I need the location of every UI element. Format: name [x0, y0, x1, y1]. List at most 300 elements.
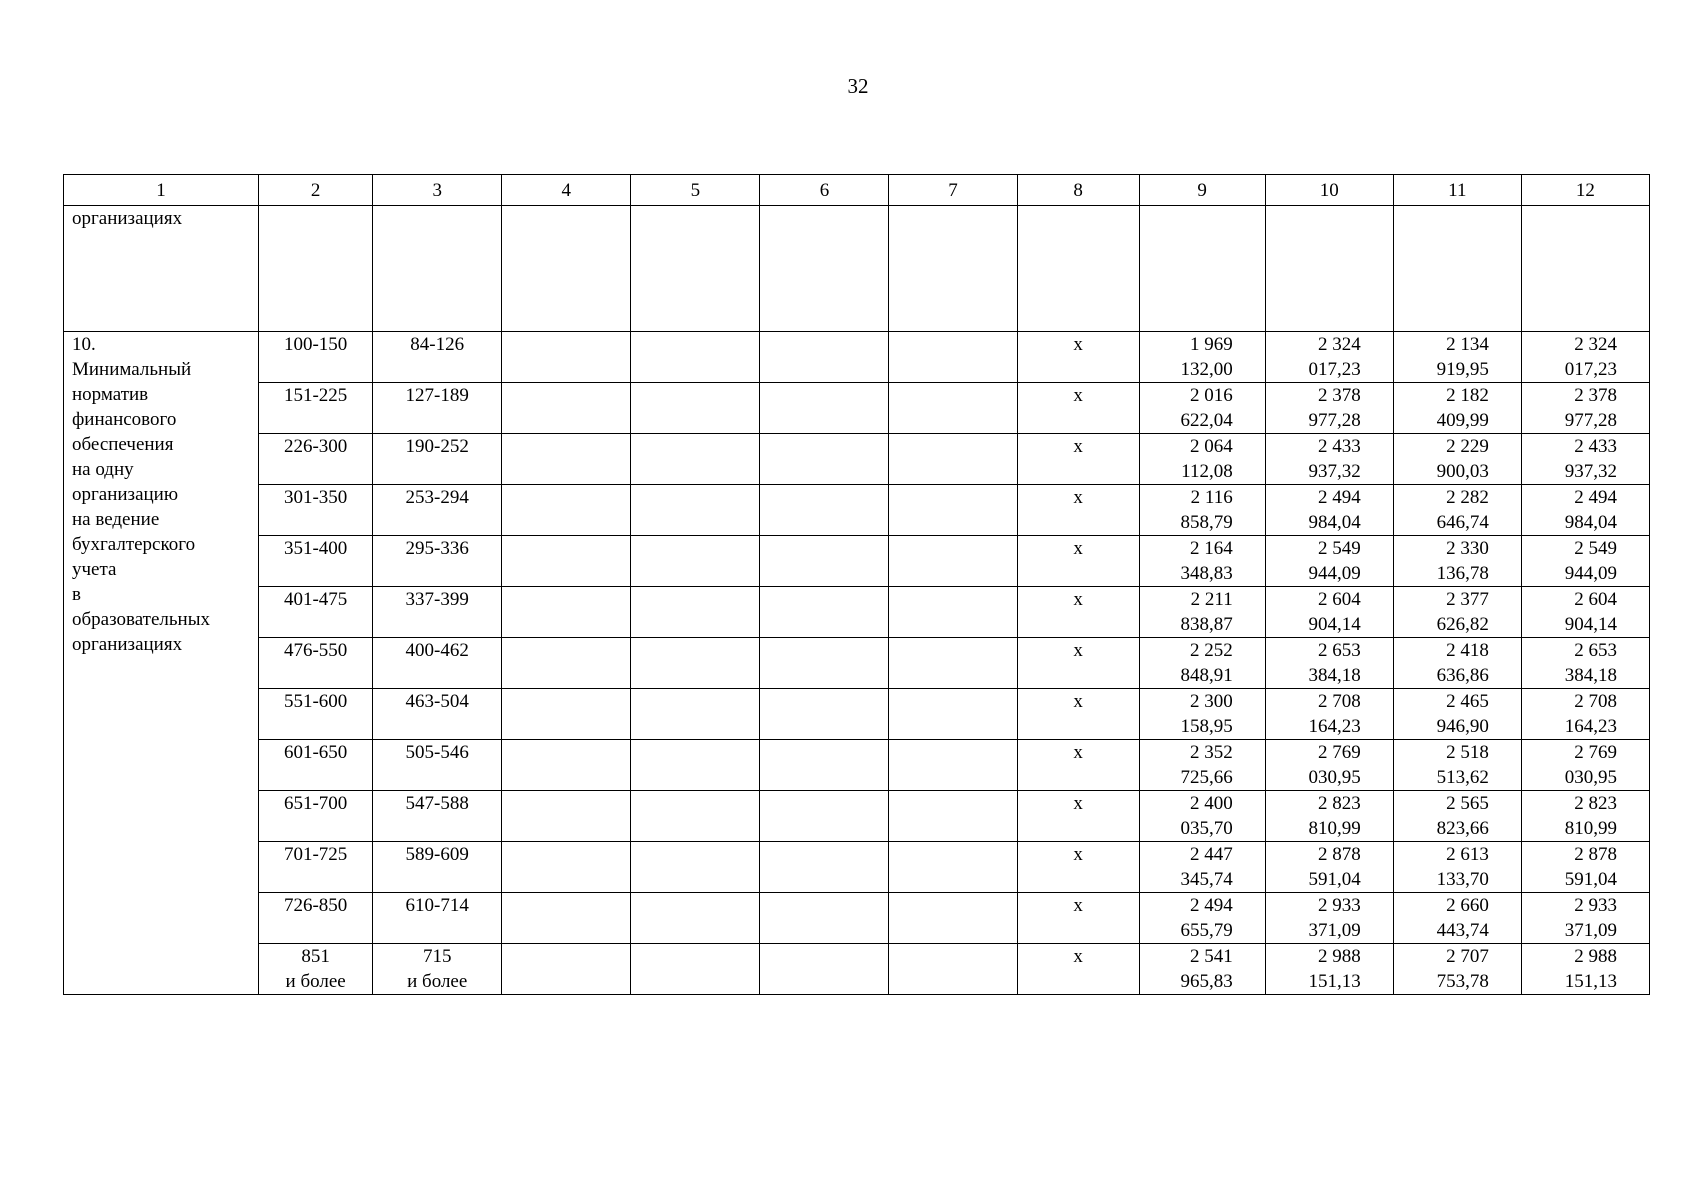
header-cell: 8	[1017, 175, 1139, 206]
amount-line: 2 447	[1189, 844, 1233, 865]
empty-cell	[631, 893, 760, 944]
amount-line: 017,23	[1564, 359, 1617, 380]
amount-line: 158,95	[1180, 716, 1233, 737]
amount-cell-c12	[1521, 893, 1649, 944]
amount-line: 937,32	[1564, 461, 1617, 482]
amount-line: 2 653	[1318, 640, 1361, 661]
empty-cell	[760, 383, 889, 434]
amount-line: 2 016	[1189, 385, 1233, 406]
range-col2: 651-700	[259, 791, 373, 842]
empty-cell	[631, 587, 760, 638]
amount-cell-c9	[1139, 944, 1265, 995]
range-col3-line: 715	[422, 946, 452, 967]
range-col2-line: 851	[301, 946, 330, 967]
empty-cell	[502, 536, 631, 587]
amount-line: 984,04	[1564, 512, 1617, 533]
empty-cell	[502, 332, 631, 383]
amount-line: 2 604	[1574, 589, 1617, 610]
amount-line: 591,04	[1564, 869, 1617, 890]
amount-line: 030,95	[1308, 767, 1361, 788]
amount-cell-c11	[1393, 536, 1521, 587]
amount-cell-c9	[1139, 638, 1265, 689]
amount-line: 2 604	[1318, 589, 1361, 610]
amount-cell-c10	[1265, 740, 1393, 791]
header-cell: 6	[760, 175, 889, 206]
empty-cell	[760, 689, 889, 740]
amount-line: 646,74	[1436, 512, 1489, 533]
amount-line: 443,74	[1436, 920, 1489, 941]
table-row	[64, 740, 1650, 791]
amount-line: 2 330	[1446, 538, 1489, 559]
amount-cell-c10	[1265, 587, 1393, 638]
table-row	[64, 689, 1650, 740]
table-row	[64, 332, 1650, 383]
range-col2: 401-475	[259, 587, 373, 638]
empty-cell	[631, 485, 760, 536]
header-cell: 4	[502, 175, 631, 206]
amount-line: 984,04	[1308, 512, 1361, 533]
amount-line: 2 282	[1446, 487, 1489, 508]
amount-cell-c11	[1393, 842, 1521, 893]
range-col3: 127-189	[373, 383, 502, 434]
empty-cell	[889, 536, 1017, 587]
empty-cell	[760, 587, 889, 638]
amount-line: 2 988	[1574, 946, 1617, 967]
section-label-line: организациях	[72, 634, 183, 655]
amount-line: 904,14	[1308, 614, 1361, 635]
empty-cell	[889, 638, 1017, 689]
amount-line: 725,66	[1180, 767, 1233, 788]
amount-line: 513,62	[1436, 767, 1489, 788]
empty-cell	[889, 740, 1017, 791]
amount-line: 2 252	[1189, 640, 1233, 661]
x-mark: x	[1017, 689, 1139, 740]
amount-line: 823,66	[1436, 818, 1489, 839]
range-col2: 726-850	[259, 893, 373, 944]
amount-line: 2 494	[1574, 487, 1617, 508]
amount-line: 384,18	[1564, 665, 1617, 686]
amount-line: 2 164	[1189, 538, 1233, 559]
range-col3: 84-126	[373, 332, 502, 383]
table-row	[64, 434, 1650, 485]
amount-line: 944,09	[1564, 563, 1617, 584]
section-label-line: бухгалтерского	[72, 534, 196, 555]
amount-line: 2 418	[1446, 640, 1489, 661]
header-cell: 1	[64, 175, 259, 206]
amount-line: 946,90	[1436, 716, 1489, 737]
amount-cell-c9	[1139, 842, 1265, 893]
amount-line: 348,83	[1180, 563, 1233, 584]
range-col3: 295-336	[373, 536, 502, 587]
empty-cell	[373, 206, 502, 332]
empty-cell	[631, 536, 760, 587]
empty-cell	[760, 206, 889, 332]
amount-cell-c9	[1139, 791, 1265, 842]
amount-cell-c9	[1139, 893, 1265, 944]
amount-cell-c11	[1393, 332, 1521, 383]
header-cell: 7	[889, 175, 1017, 206]
amount-line: 151,13	[1308, 971, 1361, 992]
range-col3: 589-609	[373, 842, 502, 893]
empty-cell	[259, 206, 373, 332]
amount-cell-c9	[1139, 587, 1265, 638]
range-col3: 337-399	[373, 587, 502, 638]
empty-cell	[502, 587, 631, 638]
amount-cell-c10	[1265, 536, 1393, 587]
amount-cell-c10	[1265, 689, 1393, 740]
amount-line: 2 707	[1446, 946, 1489, 967]
empty-cell	[889, 485, 1017, 536]
amount-cell-c9	[1139, 689, 1265, 740]
amount-line: 977,28	[1308, 410, 1361, 431]
amount-line: 2 933	[1574, 895, 1617, 916]
table-row	[64, 842, 1650, 893]
amount-cell-c11	[1393, 893, 1521, 944]
section-label	[64, 332, 259, 995]
header-row	[64, 175, 1650, 206]
amount-line: 384,18	[1308, 665, 1361, 686]
table-row	[64, 485, 1650, 536]
amount-line: 965,83	[1180, 971, 1233, 992]
amount-cell-c9	[1139, 332, 1265, 383]
page-number: 32	[847, 74, 869, 98]
amount-line: 2 116	[1190, 487, 1233, 508]
amount-line: 371,09	[1564, 920, 1617, 941]
amount-line: 2 518	[1446, 742, 1489, 763]
empty-cell	[502, 434, 631, 485]
empty-cell	[889, 893, 1017, 944]
amount-line: 2 549	[1574, 538, 1617, 559]
x-mark: x	[1017, 638, 1139, 689]
amount-line: 112,08	[1181, 461, 1233, 482]
amount-cell-c10	[1265, 434, 1393, 485]
x-mark: x	[1017, 587, 1139, 638]
empty-cell	[502, 740, 631, 791]
empty-cell	[760, 485, 889, 536]
empty-cell	[631, 791, 760, 842]
amount-line: 626,82	[1436, 614, 1489, 635]
amount-cell-c10	[1265, 332, 1393, 383]
section-label-line: образовательных	[72, 609, 210, 630]
amount-line: 2 653	[1574, 640, 1617, 661]
header-cell: 3	[373, 175, 502, 206]
empty-cell	[631, 383, 760, 434]
amount-line: 2 988	[1318, 946, 1361, 967]
empty-cell	[631, 332, 760, 383]
x-mark: x	[1017, 740, 1139, 791]
empty-cell	[502, 893, 631, 944]
amount-line: 2 229	[1446, 436, 1489, 457]
amount-line: 2 433	[1318, 436, 1361, 457]
section-label-line: на ведение	[72, 509, 160, 530]
amount-line: 904,14	[1564, 614, 1617, 635]
amount-cell-c12	[1521, 332, 1649, 383]
amount-line: 2 565	[1446, 793, 1489, 814]
amount-line: 2 211	[1190, 589, 1233, 610]
range-col3: 253-294	[373, 485, 502, 536]
amount-line: 2 400	[1189, 793, 1233, 814]
amount-cell-c12	[1521, 944, 1649, 995]
empty-cell	[631, 944, 760, 995]
amount-line: 345,74	[1180, 869, 1233, 890]
range-col3-line: и более	[407, 971, 468, 992]
amount-line: 2 433	[1574, 436, 1617, 457]
empty-cell	[1521, 206, 1649, 332]
empty-cell	[889, 791, 1017, 842]
x-mark: x	[1017, 944, 1139, 995]
empty-cell	[631, 689, 760, 740]
amount-line: 2 541	[1189, 946, 1233, 967]
amount-line: 164,23	[1564, 716, 1617, 737]
empty-cell	[889, 383, 1017, 434]
range-col2: 551-600	[259, 689, 373, 740]
amount-line: 133,70	[1436, 869, 1489, 890]
empty-cell	[889, 944, 1017, 995]
amount-cell-c9	[1139, 536, 1265, 587]
empty-cell	[631, 740, 760, 791]
header-cell: 11	[1393, 175, 1521, 206]
amount-line: 900,03	[1436, 461, 1489, 482]
amount-cell-c9	[1139, 740, 1265, 791]
amount-cell-c11	[1393, 740, 1521, 791]
range-col2: 351-400	[259, 536, 373, 587]
empty-cell	[889, 587, 1017, 638]
empty-cell	[502, 944, 631, 995]
empty-cell	[631, 434, 760, 485]
norms-table	[63, 174, 1650, 995]
amount-line: 848,91	[1180, 665, 1233, 686]
amount-line: 655,79	[1180, 920, 1233, 941]
x-mark: x	[1017, 485, 1139, 536]
empty-cell	[1393, 206, 1521, 332]
amount-cell-c10	[1265, 638, 1393, 689]
section-label-line: 10.	[72, 334, 96, 355]
table-row	[64, 944, 1650, 995]
amount-line: 151,13	[1564, 971, 1617, 992]
range-col2	[259, 944, 373, 995]
table-row	[64, 587, 1650, 638]
empty-cell	[760, 536, 889, 587]
amount-line: 2 064	[1189, 436, 1233, 457]
amount-cell-c11	[1393, 383, 1521, 434]
empty-cell	[889, 434, 1017, 485]
header-cell: 12	[1521, 175, 1649, 206]
range-col3: 610-714	[373, 893, 502, 944]
section-label-line: в	[72, 584, 81, 605]
section-label-line: Минимальный	[72, 359, 192, 380]
amount-cell-c11	[1393, 791, 1521, 842]
amount-line: 2 377	[1446, 589, 1489, 610]
empty-cell	[1139, 206, 1265, 332]
amount-cell-c10	[1265, 893, 1393, 944]
empty-cell	[631, 842, 760, 893]
amount-line: 2 182	[1446, 385, 1489, 406]
amount-line: 2 465	[1446, 691, 1489, 712]
amount-line: 2 708	[1574, 691, 1617, 712]
range-col2: 151-225	[259, 383, 373, 434]
range-col3: 190-252	[373, 434, 502, 485]
amount-line: 2 823	[1574, 793, 1617, 814]
amount-cell-c9	[1139, 485, 1265, 536]
amount-line: 2 324	[1318, 334, 1361, 355]
amount-line: 2 549	[1318, 538, 1361, 559]
range-col2: 476-550	[259, 638, 373, 689]
x-mark: x	[1017, 842, 1139, 893]
x-mark: x	[1017, 434, 1139, 485]
amount-cell-c11	[1393, 434, 1521, 485]
x-mark: x	[1017, 383, 1139, 434]
empty-cell	[502, 485, 631, 536]
empty-cell	[889, 332, 1017, 383]
empty-cell	[760, 638, 889, 689]
empty-cell	[889, 842, 1017, 893]
amount-line: 132,00	[1180, 359, 1233, 380]
empty-cell	[1017, 206, 1139, 332]
amount-line: 017,23	[1308, 359, 1361, 380]
amount-cell-c9	[1139, 383, 1265, 434]
table-row	[64, 791, 1650, 842]
header-cell: 5	[631, 175, 760, 206]
amount-cell-c12	[1521, 842, 1649, 893]
amount-line: 944,09	[1308, 563, 1361, 584]
range-col3: 400-462	[373, 638, 502, 689]
section-label-line: финансового	[72, 409, 177, 430]
amount-line: 2 378	[1318, 385, 1361, 406]
amount-line: 2 494	[1189, 895, 1233, 916]
amount-line: 2 300	[1189, 691, 1233, 712]
amount-line: 810,99	[1308, 818, 1361, 839]
amount-line: 164,23	[1308, 716, 1361, 737]
amount-line: 2 134	[1446, 334, 1489, 355]
empty-cell	[502, 206, 631, 332]
range-col3: 547-588	[373, 791, 502, 842]
empty-cell	[889, 206, 1017, 332]
amount-cell-c12	[1521, 689, 1649, 740]
amount-line: 2 324	[1574, 334, 1617, 355]
amount-cell-c12	[1521, 383, 1649, 434]
amount-line: 2 878	[1574, 844, 1617, 865]
amount-cell-c9	[1139, 434, 1265, 485]
empty-cell	[760, 740, 889, 791]
amount-line: 035,70	[1180, 818, 1233, 839]
amount-line: 622,04	[1180, 410, 1233, 431]
range-col2: 701-725	[259, 842, 373, 893]
amount-cell-c12	[1521, 587, 1649, 638]
amount-line: 2 769	[1574, 742, 1617, 763]
amount-line: 2 708	[1318, 691, 1361, 712]
amount-line: 977,28	[1564, 410, 1617, 431]
amount-cell-c12	[1521, 434, 1649, 485]
amount-line: 838,87	[1180, 614, 1233, 635]
amount-line: 636,86	[1436, 665, 1489, 686]
amount-line: 858,79	[1180, 512, 1233, 533]
empty-cell	[760, 332, 889, 383]
empty-cell	[1265, 206, 1393, 332]
amount-line: 1 969	[1189, 334, 1233, 355]
section-label-line: обеспечения	[72, 434, 174, 455]
table-row	[64, 383, 1650, 434]
empty-cell	[760, 944, 889, 995]
amount-line: 2 352	[1189, 742, 1233, 763]
empty-cell	[502, 791, 631, 842]
amount-line: 810,99	[1564, 818, 1617, 839]
amount-line: 2 878	[1318, 844, 1361, 865]
amount-cell-c11	[1393, 485, 1521, 536]
amount-cell-c10	[1265, 485, 1393, 536]
empty-cell	[760, 893, 889, 944]
range-col3: 505-546	[373, 740, 502, 791]
amount-cell-c11	[1393, 689, 1521, 740]
range-col2: 301-350	[259, 485, 373, 536]
section-label-line: учета	[72, 559, 117, 580]
amount-cell-c10	[1265, 791, 1393, 842]
range-col2: 601-650	[259, 740, 373, 791]
amount-cell-c10	[1265, 383, 1393, 434]
empty-cell	[502, 689, 631, 740]
empty-cell	[631, 206, 760, 332]
amount-line: 2 823	[1318, 793, 1361, 814]
amount-line: 136,78	[1436, 563, 1489, 584]
amount-cell-c11	[1393, 587, 1521, 638]
amount-line: 2 769	[1318, 742, 1361, 763]
range-col2: 226-300	[259, 434, 373, 485]
amount-line: 2 613	[1446, 844, 1489, 865]
amount-line: 409,99	[1436, 410, 1489, 431]
amount-line: 2 378	[1574, 385, 1617, 406]
amount-line: 030,95	[1564, 767, 1617, 788]
amount-line: 2 660	[1446, 895, 1489, 916]
amount-line: 371,09	[1308, 920, 1361, 941]
empty-cell	[760, 791, 889, 842]
range-col2: 100-150	[259, 332, 373, 383]
range-col3: 463-504	[373, 689, 502, 740]
range-col2-line: и более	[285, 971, 346, 992]
amount-line: 591,04	[1308, 869, 1361, 890]
x-mark: x	[1017, 536, 1139, 587]
header-cell: 2	[259, 175, 373, 206]
table-row	[64, 893, 1650, 944]
continuation-row	[64, 206, 1650, 332]
x-mark: x	[1017, 332, 1139, 383]
amount-line: 2 494	[1318, 487, 1361, 508]
table-row	[64, 536, 1650, 587]
amount-line: 2 933	[1318, 895, 1361, 916]
section-label-line: на одну	[72, 459, 134, 480]
section-label-line: организацию	[72, 484, 179, 505]
continuation-label: организациях	[64, 206, 259, 332]
x-mark: x	[1017, 791, 1139, 842]
x-mark: x	[1017, 893, 1139, 944]
amount-cell-c12	[1521, 791, 1649, 842]
amount-cell-c12	[1521, 740, 1649, 791]
section-label-line: норматив	[72, 384, 149, 405]
range-col3	[373, 944, 502, 995]
empty-cell	[502, 842, 631, 893]
amount-line: 937,32	[1308, 461, 1361, 482]
amount-cell-c10	[1265, 944, 1393, 995]
amount-cell-c12	[1521, 638, 1649, 689]
empty-cell	[502, 638, 631, 689]
amount-cell-c12	[1521, 536, 1649, 587]
amount-cell-c12	[1521, 485, 1649, 536]
empty-cell	[760, 434, 889, 485]
table-row	[64, 638, 1650, 689]
empty-cell	[889, 689, 1017, 740]
empty-cell	[631, 638, 760, 689]
amount-line: 753,78	[1436, 971, 1489, 992]
empty-cell	[502, 383, 631, 434]
empty-cell	[760, 842, 889, 893]
